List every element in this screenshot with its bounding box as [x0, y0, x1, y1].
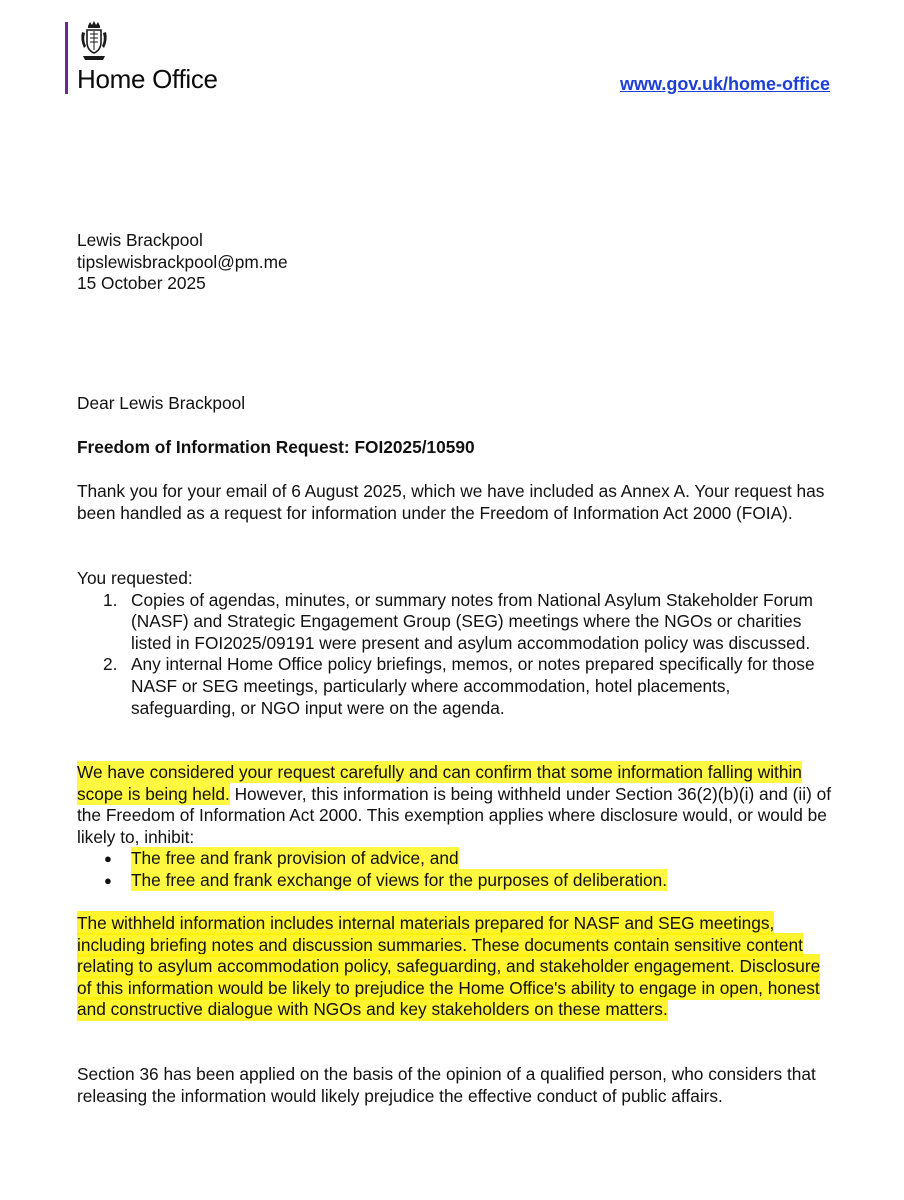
withheld-paragraph [77, 913, 835, 1021]
request-heading: You requested: [77, 568, 193, 588]
intro-paragraph: Thank you for your email of 6 August 2025, which we have included as Annex A. Your request has been handled as a request for information under the Freedom of Information Act 2000 (FOIA). [77, 481, 825, 523]
request-section [77, 568, 829, 719]
list-item-text: Any internal Home Office policy briefings, memos, or notes prepared specifically for those NASF or SEG meetings, particularly where accommodation, hotel placements, safeguarding, or NGO input were on the agenda. [131, 654, 815, 718]
salutation: Dear Lewis Brackpool [77, 393, 246, 413]
organisation-name: Home Office [77, 64, 218, 94]
response-paragraph [77, 762, 837, 848]
list-item-text: The free and frank exchange of views for the purposes of deliberation. [131, 869, 668, 890]
list-item [77, 870, 837, 892]
list-number: 2. [103, 654, 118, 675]
bullet-icon: ● [104, 872, 112, 888]
subject-line: Freedom of Information Request: FOI2025/10590 [77, 437, 475, 457]
list-item-text: Copies of agendas, minutes, or summary notes from National Asylum Stakeholder Forum (NASF) and Strategic Engagement Group (SEG) meetings where the NGOs or charities listed in FOI2025/09191 were present and asylum accommodation policy was discussed. [131, 589, 813, 653]
section36-paragraph: Section 36 has been applied on the basis of the opinion of a qualified person, who considers that releasing the information would likely prejudice the effective conduct of public affairs. [77, 1064, 816, 1106]
list-item [77, 848, 837, 870]
royal-crest-icon [78, 20, 110, 64]
list-item [77, 654, 829, 719]
recipient-email: tipslewisbrackpool@pm.me [77, 251, 288, 272]
response-section [77, 762, 837, 892]
letter-date: 15 October 2025 [77, 273, 206, 294]
recipient-name: Lewis Brackpool [77, 230, 203, 250]
request-list [77, 590, 829, 720]
list-item-text: The free and frank provision of advice, and [131, 848, 459, 869]
highlighted-text: We have considered your request carefully and can confirm that some information falling within scope is being held. [77, 762, 802, 804]
list-item [77, 590, 829, 655]
exemption-list [77, 848, 837, 891]
bullet-icon: ● [104, 851, 112, 867]
website-link[interactable]: www.gov.uk/home-office [619, 74, 830, 94]
recipient-block [77, 230, 837, 295]
highlighted-text: The withheld information includes internal materials prepared for NASF and SEG meetings, including briefing notes and discussion summaries. These documents contain sensitive content relating to asylum accommodation policy, safeguarding, and stakeholder engagement. Disclosure of this information would be likely to prejudice the Home Office's ability to engage in open, honest and constructive dialogue with NGOs and key stakeholders on these matters. [77, 913, 821, 1020]
brand-bar [65, 22, 68, 94]
response-continuation: However, this information is being withheld under Section 36(2)(b)(i) and (ii) of the Freedom of Information Act 2000. This exemption applies where disclosure would, or would be likely to, inhibit: [77, 783, 832, 847]
list-number: 1. [103, 589, 118, 610]
